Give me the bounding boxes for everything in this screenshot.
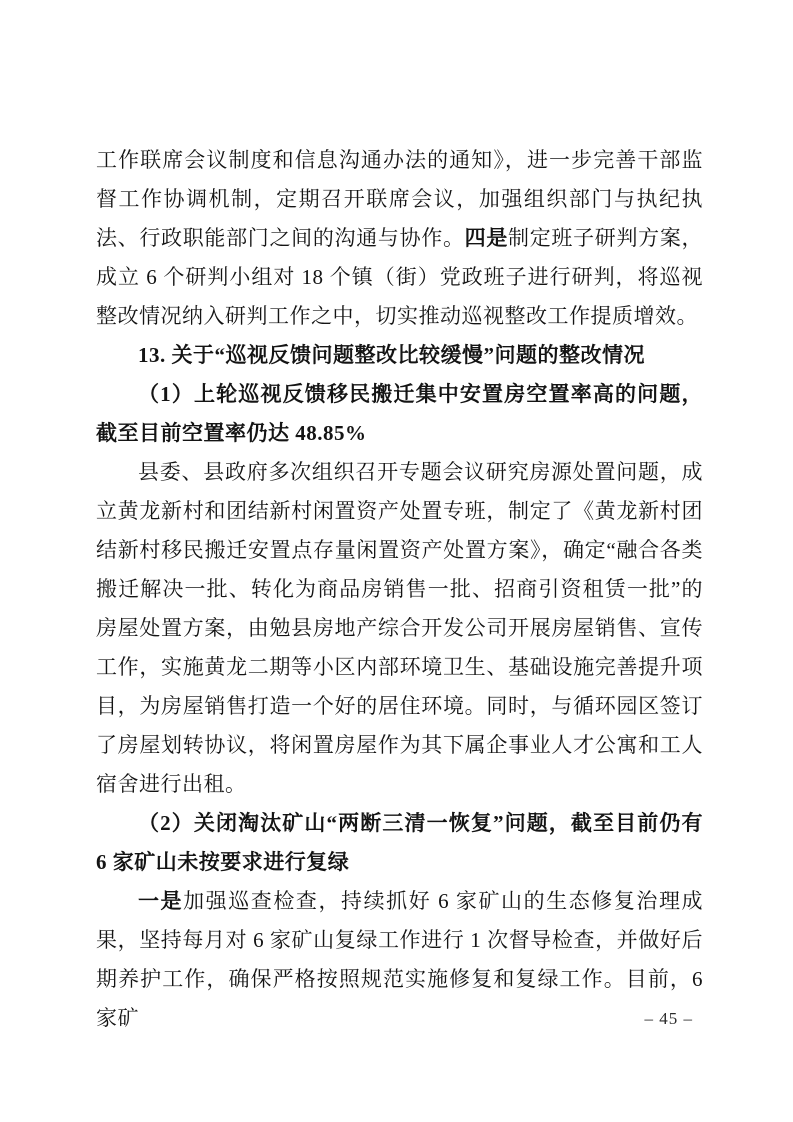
subsection-heading-1: （1）上轮巡视反馈移民搬迁集中安置房空置率高的问题，截至目前空置率仍达 48.85% — [96, 382, 703, 445]
paragraph-mine-restoration — [96, 882, 703, 1038]
document-body — [96, 141, 703, 1038]
paragraph-3-bold-marker: 一是 — [138, 889, 184, 913]
subsection-heading-2: （2）关闭淘汰矿山“两断三清一恢复”问题，截至目前仍有 6 家矿山未按要求进行复绿 — [96, 811, 703, 874]
section-heading-13: 13. 关于“巡视反馈问题整改比较缓慢”问题的整改情况 — [138, 343, 645, 367]
paragraph-1-text-cont: 制定班子研判方案，成立 6 个研判小组对 18 个镇（街）党政班子进行研判，将巡视整改情况纳入研判工作之中，切实推动巡视整改工作提质增效。 — [96, 226, 704, 328]
page-number: – 45 – — [644, 1009, 693, 1028]
paragraph-continuation — [96, 141, 703, 336]
paragraph-3-text: 加强巡查检查，持续抓好 6 家矿山的生态修复治理成果，坚持每月对 6 家矿山复绿工作进行 1 次督导检查，并做好后期养护工作，确保严格按照规范实施修复和复绿工作。目前，6 家矿 — [96, 889, 704, 1030]
paragraph-1-text: 工作联席会议制度和信息沟通办法的通知》，进一步完善干部监督工作协调机制，定期召开联席会议，加强组织部门与执纪执法、行政职能部门之间的沟通与协作。 — [96, 148, 703, 250]
paragraph-1-bold-marker: 四是 — [464, 226, 509, 250]
paragraph-housing-disposal: 县委、县政府多次组织召开专题会议研究房源处置问题，成立黄龙新村和团结新村闲置资产处置专班，制定了《黄龙新村团结新村移民搬迁安置点存量闲置资产处置方案》，确定“融合各类搬迁解决一批、转化为商品房销售一批、招商引资租赁一批”的房屋处置方案，由勉县房地产综合开发公司开展房屋销售、宣传工作，实施黄龙二期等小区内部环境卫生、基础设施完善提升项目，为房屋销售打造一个好的居住环境。同时，与循环园区签订了房屋划转协议，将闲置房屋作为其下属企事业人才公寓和工人宿舍进行出租。 — [96, 460, 703, 796]
